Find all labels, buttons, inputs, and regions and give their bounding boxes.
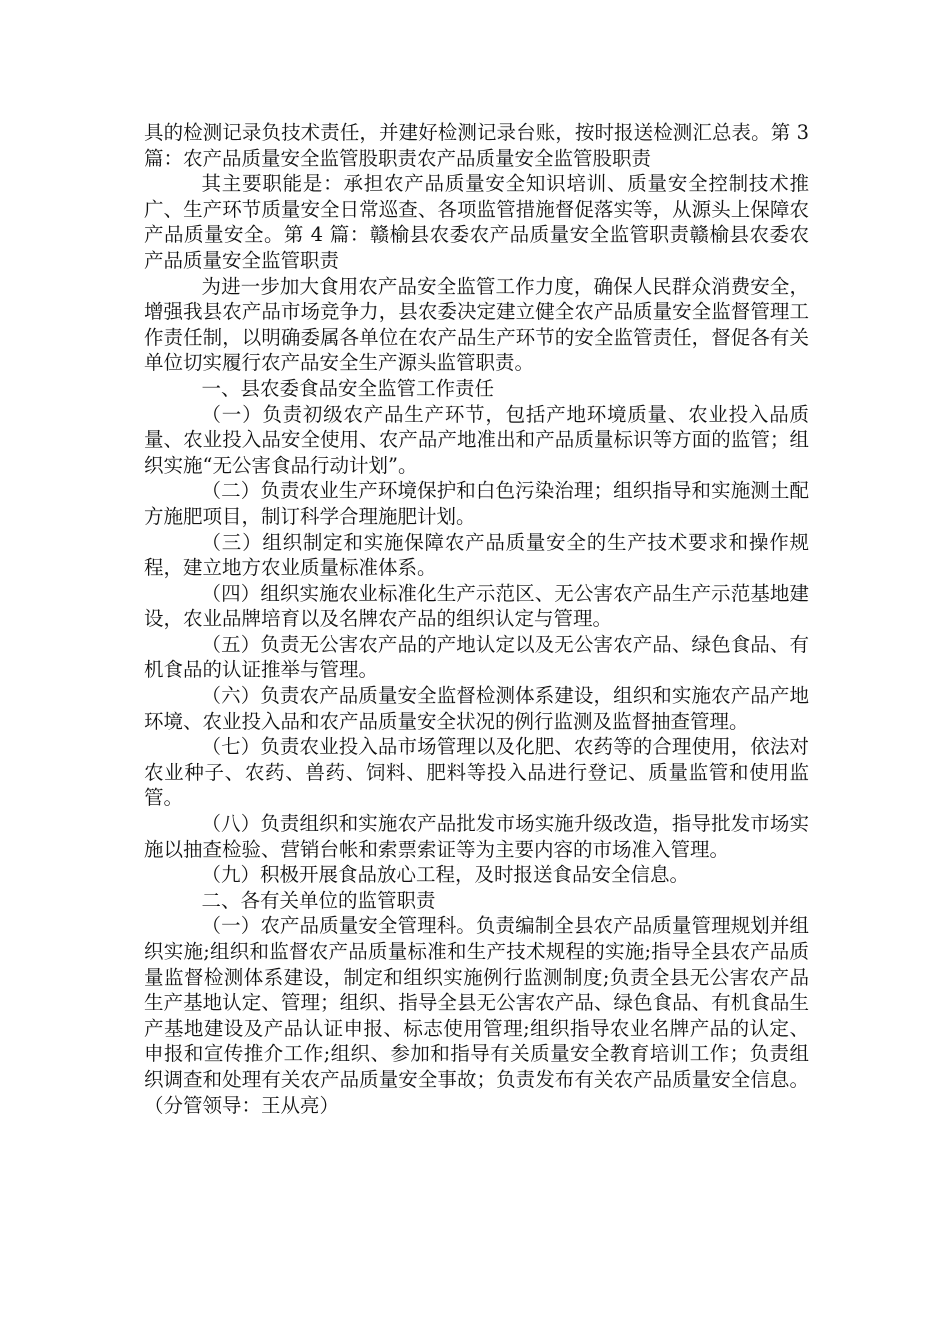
paragraph: （一）负责初级农产品生产环节，包括产地环境质量、农业投入品质量、农业投入品安全使用、农产品产地准出和产品质量标识等方面的监管；组织实施“无公害食品行动计划”。 — [144, 402, 809, 477]
paragraph: （二）负责农业生产环境保护和白色污染治理；组织指导和实施测土配方施肥项目，制订科学合理施肥计划。 — [144, 479, 809, 528]
paragraph: （七）负责农业投入品市场管理以及化肥、农药等的合理使用，依法对农业种子、农药、兽药、饲料、肥料等投入品进行登记、质量监管和使用监管。 — [144, 735, 809, 810]
paragraph: （一）农产品质量安全管理科。负责编制全县农产品质量管理规划并组织实施;组织和监督农产品质量标准和生产技术规程的实施;指导全县农产品质量监督检测体系建设，制定和组织实施例行监测制度;负责全县无公害农产品生产基地认定、管理；组织、指导全县无公害农产品、绿色食品、有机食品生产基地建设及产品认证申报、标志使用管理;组织指导农业名牌产品的认定、申报和宣传推介工作;组织、参加和指导有关质量安全教育培训工作；负责组织调查和处理有关农产品质量安全事故；负责发布有关农产品质量安全信息。（分管领导：王从亮） — [144, 914, 809, 1117]
paragraph: 一、县农委食品安全监管工作责任 — [201, 376, 495, 400]
paragraph: （四）组织实施农业标准化生产示范区、无公害农产品生产示范基地建设，农业品牌培育以及名牌农产品的组织认定与管理。 — [144, 581, 809, 631]
paragraph: 具的检测记录负技术责任，并建好检测记录台账，按时报送检测汇总表。第 3 篇：农产品质量安全监管股职责农产品质量安全监管股职责 — [144, 121, 809, 170]
paragraph: 其主要职能是：承担农产品质量安全知识培训、质量安全控制技术推广、生产环节质量安全日常巡查、各项监管措施督促落实等，从源头上保障农产品质量安全。第 4 篇：赣榆县农委农产品质量安全监管职责赣榆县农委农产品质量安全监管职责 — [144, 172, 809, 272]
paragraph: 二、各有关单位的监管职责 — [201, 888, 436, 912]
paragraph: 为进一步加大食用农产品安全监管工作力度，确保人民群众消费安全，增强我县农产品市场竞争力，县农委决定建立健全农产品质量安全监督管理工作责任制，以明确委属各单位在农产品生产环节的安全监管责任，督促各有关单位切实履行农产品安全生产源头监管职责。 — [144, 274, 809, 375]
paragraph: （三）组织制定和实施保障农产品质量安全的生产技术要求和操作规程，建立地方农业质量标准体系。 — [144, 530, 809, 580]
paragraph: （九）积极开展食品放心工程，及时报送食品安全信息。 — [201, 863, 690, 887]
paragraph: （八）负责组织和实施农产品批发市场实施升级改造，指导批发市场实施以抽查检验、营销台帐和索票索证等为主要内容的市场准入管理。 — [144, 812, 809, 861]
paragraph: （六）负责农产品质量安全监督检测体系建设，组织和实施农产品产地环境、农业投入品和农产品质量安全状况的例行监测及监督抽查管理。 — [144, 684, 809, 733]
paragraph: （五）负责无公害农产品的产地认定以及无公害农产品、绿色食品、有机食品的认证推举与管理。 — [144, 632, 809, 682]
document-body — [144, 120, 809, 1118]
